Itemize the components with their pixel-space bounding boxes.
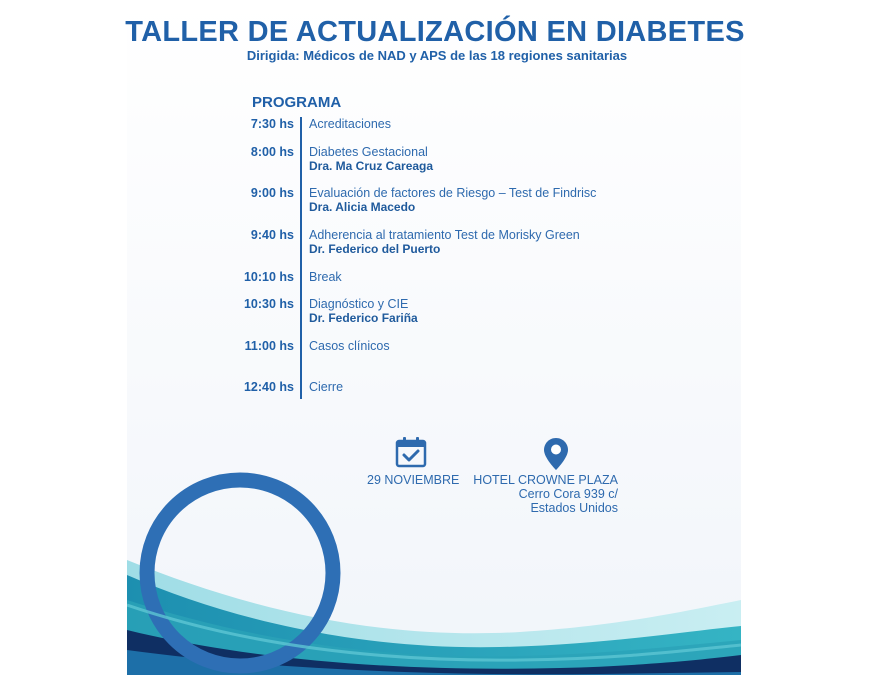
- program-speaker: Dr. Federico del Puerto: [309, 242, 441, 256]
- program-activity: Casos clínicos: [309, 339, 390, 353]
- program-activity: Evaluación de factores de Riesgo – Test de Findrisc: [309, 186, 597, 200]
- event-date: 29 NOVIEMBRE: [367, 473, 460, 487]
- program-speaker: Dra. Ma Cruz Careaga: [309, 159, 434, 173]
- program-speaker: Dra. Alicia Macedo: [309, 200, 416, 214]
- program-time: 9:00 hs: [250, 186, 294, 200]
- address-line-2: Estados Unidos: [530, 501, 618, 515]
- program-time: 7:30 hs: [250, 117, 294, 131]
- program-activity: Cierre: [309, 380, 344, 394]
- program-time: 12:40 hs: [243, 380, 294, 394]
- program-time: 11:00 hs: [244, 339, 294, 353]
- page-subtitle: Dirigida: Médicos de NAD y APS de las 18 regiones sanitarias: [246, 48, 628, 63]
- program-activity: Break: [309, 270, 342, 284]
- address-line-1: Cerro Cora 939 c/: [518, 487, 618, 501]
- program-time: 10:30 hs: [243, 297, 294, 311]
- program-heading: PROGRAMA: [252, 94, 342, 111]
- page-title: TALLER DE ACTUALIZACIÓN EN DIABETES: [125, 16, 745, 48]
- venue-name: HOTEL CROWNE PLAZA: [473, 473, 618, 487]
- program-time: 10:10 hs: [243, 270, 294, 284]
- program-time: 9:40 hs: [250, 228, 294, 242]
- program-activity: Acreditaciones: [309, 117, 391, 131]
- program-activity: Adherencia al tratamiento Test de Morisky Green: [309, 228, 580, 242]
- program-activity: Diagnóstico y CIE: [309, 297, 409, 311]
- program-activity: Diabetes Gestacional: [309, 145, 428, 159]
- program-time: 8:00 hs: [250, 145, 294, 159]
- program-speaker: Dr. Federico Fariña: [309, 311, 418, 325]
